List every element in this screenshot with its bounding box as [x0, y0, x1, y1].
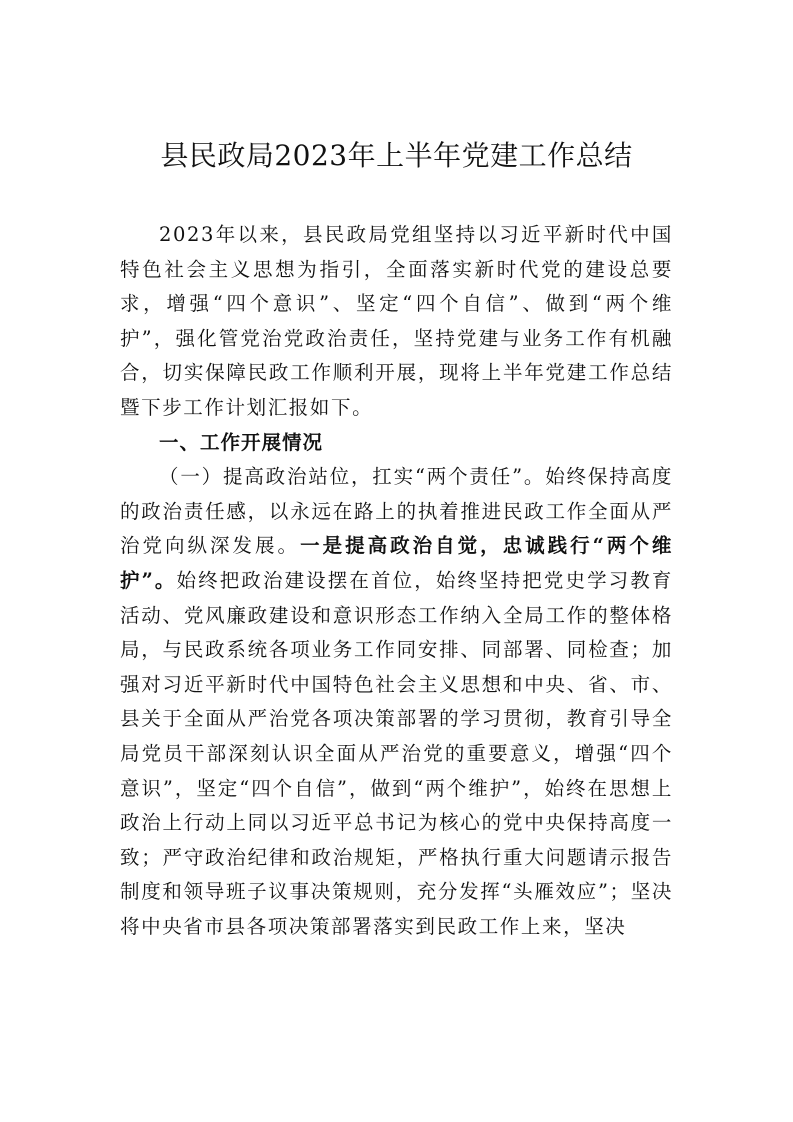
document-body [120, 218, 673, 944]
subsection-lead: （一）提高政治站位，扛实“两个责任”。始终保持高度的政治责任感，以永远在路上的执着推进民政工作全面从严治党向纵深发展。 [120, 465, 673, 558]
intro-paragraph: 2023年以来，县民政局党组坚持以习近平新时代中国特色社会主义思想为指引，全面落实新时代党的建设总要求，增强“四个意识”、坚定“四个自信”、做到“两个维护”，强化管党治党政治责任，坚持党建与业务工作有机融合，切实保障民政工作顺利开展，现将上半年党建工作总结暨下步工作计划汇报如下。 [120, 223, 673, 419]
section-heading: 一、工作开展情况 [159, 430, 324, 454]
point-one-heading: 一是提高政治自觉，忠诚践行“两个维护”。 [120, 534, 673, 592]
document-title: 县民政局2023年上半年党建工作总结 [160, 139, 633, 172]
subsection-paragraph [120, 460, 673, 944]
point-one-text: 始终把政治建设摆在首位，始终坚持把党史学习教育活动、党风廉政建设和意识形态工作纳入全局工作的整体格局，与民政系统各项业务工作同安排、同部署、同检查；加强对习近平新时代中国特色社会主义思想和中央、省、市、县关于全面从严治党各项决策部署的学习贯彻，教育引导全局党员干部深刻认识全面从严治党的重要意义，增强“四个意识”，坚定“四个自信”，做到“两个维护”，始终在思想上政治上行动上同以习近平总书记为核心的党中央保持高度一致；严守政治纪律和政治规矩，严格执行重大问题请示报告制度和领导班子议事决策规则，充分发挥“头雁效应”；坚决将中央省市县各项决策部署落实到民政工作上来，坚决 [120, 568, 673, 938]
